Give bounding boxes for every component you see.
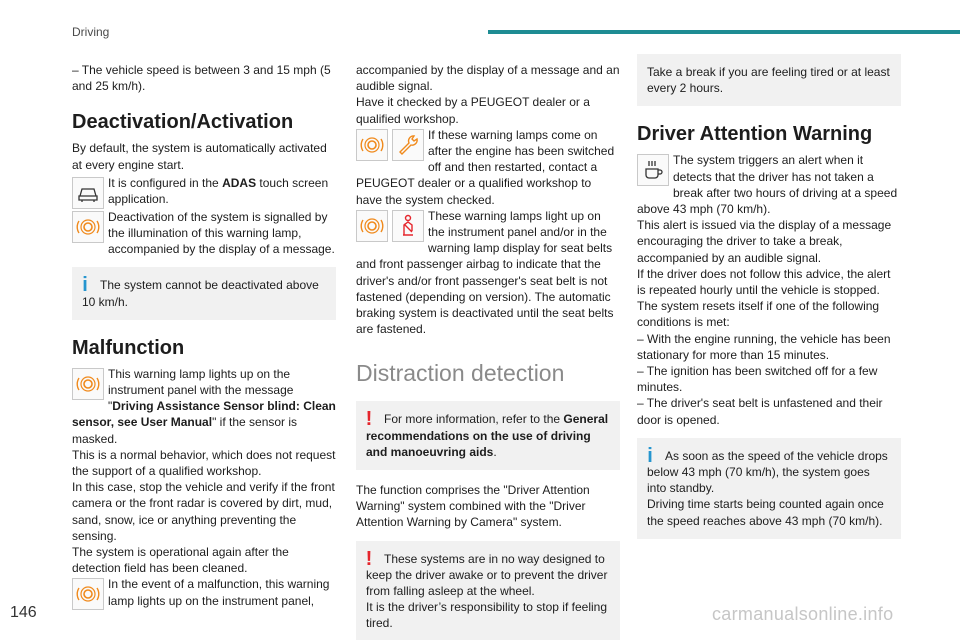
break-note-text: Take a break if you are feeling tired or at least every 2 hours. [647, 65, 890, 96]
wrench-icon [392, 129, 424, 161]
break-note [637, 54, 901, 106]
c2-text-3: If these warning lamps come on after the engine has been switched off and then restarted, contact a PEUGEOT dealer or a qualified workshop to have the system checked. [356, 127, 615, 207]
seatbelt-icon [392, 210, 424, 242]
daw-text-1: The system triggers an alert when it detects that the driver has not taken a break after two hours of driving at a speed above 43 mph (70 km/h). [637, 153, 898, 217]
c2-text-1: accompanied by the display of a message and an audible signal. [356, 63, 620, 94]
warning-drowsiness-text-1: These systems are in no way designed to keep the driver awake or to prevent the driver from falling asleep at the wheel. [366, 551, 608, 599]
heading-driver-attention-warning: Driver Attention Warning [637, 123, 873, 146]
info-note-text: The system cannot be deactivated above 10 km/h. [82, 278, 319, 309]
warning-note-drowsiness [356, 541, 620, 640]
warning-icon: ! [365, 547, 373, 570]
warning-icon: ! [365, 408, 373, 431]
info-standby-text-2: Driving time starts being counted again once the speed reaches above 43 mph (70 km/h). [647, 497, 884, 528]
daw-text-2: This alert is issued via the display of a message encouraging the driver to take a break, accompanied by an audible signal. [637, 218, 892, 265]
malf-text-5: In the event of a malfunction, this warning lamp lights up on the instrument panel, [108, 577, 330, 608]
daw-text-7: – The driver's seat belt is unfastened and their door is opened. [637, 396, 883, 427]
malf-text-1: This warning lamp lights up on the instrument panel with the message "Driving Assistance Sensor blind: Clean sensor, see User Manual" if the sensor is masked. [72, 366, 336, 446]
sensor-warning-lamp-icon [72, 368, 104, 400]
running-header: Driving [72, 25, 110, 39]
daw-text-3: If the driver does not follow this advice, the alert is repeated hourly until the vehicle is stopped. [637, 266, 891, 298]
service-radar-lamp-icon [356, 129, 388, 161]
heading-malfunction: Malfunction [72, 336, 185, 359]
deact-text-2: It is configured in the ADAS touch screen application. [108, 175, 329, 207]
page-number: 146 [10, 604, 37, 621]
warning-note-general [356, 401, 620, 470]
malf-text-2: This is a normal behavior, which does not request the support of a qualified workshop. [72, 447, 336, 479]
deact-text-1: By default, the system is automatically activated at every engine start. [72, 141, 327, 172]
c2-text-5: The function comprises the "Driver Attention Warning" system combined with the "Driver Attention Warning by Camera" system. [356, 483, 590, 530]
info-icon: i [82, 274, 88, 297]
watermark: carmanualsonline.info [712, 604, 894, 624]
malf-text-3: In this case, stop the vehicle and verify if the front camera or the front radar is covered by dirt, mud, sand, snow, ice or anything preventing the sensing. [72, 480, 335, 543]
coffee-cup-icon [637, 154, 669, 186]
info-icon: i [647, 444, 653, 467]
warning-drowsiness-text-2: It is the driver’s responsibility to stop if feeling tired. [366, 600, 608, 631]
adas-warning-lamp-icon [72, 211, 104, 243]
info-standby-text-1: As soon as the speed of the vehicle drops below 43 mph (70 km/h), the system goes into standby. [647, 448, 888, 496]
daw-text-5: – With the engine running, the vehicle has been stationary for more than 15 minutes. [637, 331, 891, 362]
heading-deactivation: Deactivation/Activation [72, 111, 294, 134]
c2-text-4: These warning lamps light up on the instrument panel and/or in the warning lamp display for seat belts and front passenger airbag to indicate that the driver's and/or front passenger's seat belt is not fastened (depending on version). The automatic braking system is deactivated until the seat belts are fastened. [356, 208, 614, 337]
column-1 [72, 62, 336, 610]
deact-text-3: Deactivation of the system is signalled by the illumination of this warning lamp, accompanied by the display of a message. [108, 209, 335, 257]
car-icon [72, 177, 104, 209]
header-accent-bar [488, 30, 960, 34]
heading-distraction-detection: Distraction detection [356, 360, 565, 387]
daw-text-4: The system resets itself if one of the following conditions is met: [637, 299, 880, 330]
c2-text-2: Have it checked by a PEUGEOT dealer or a qualified workshop. [356, 95, 590, 126]
info-note-deactivation [72, 267, 336, 319]
column-2 [356, 62, 620, 640]
info-note-standby [637, 438, 901, 539]
speed-condition: – The vehicle speed is between 3 and 15 mph (5 and 25 km/h). [72, 63, 331, 94]
malf-text-4: The system is operational again after the detection field has been cleaned. [72, 545, 289, 576]
warning-note-text: For more information, refer to the General recommendations on the use of driving and manoeuvring aids. [366, 412, 609, 459]
column-3 [637, 62, 901, 539]
seatbelt-radar-lamp-icon [356, 210, 388, 242]
malfunction-warning-lamp-icon [72, 578, 104, 610]
daw-text-6: – The ignition has been switched off for a few minutes. [637, 364, 878, 395]
